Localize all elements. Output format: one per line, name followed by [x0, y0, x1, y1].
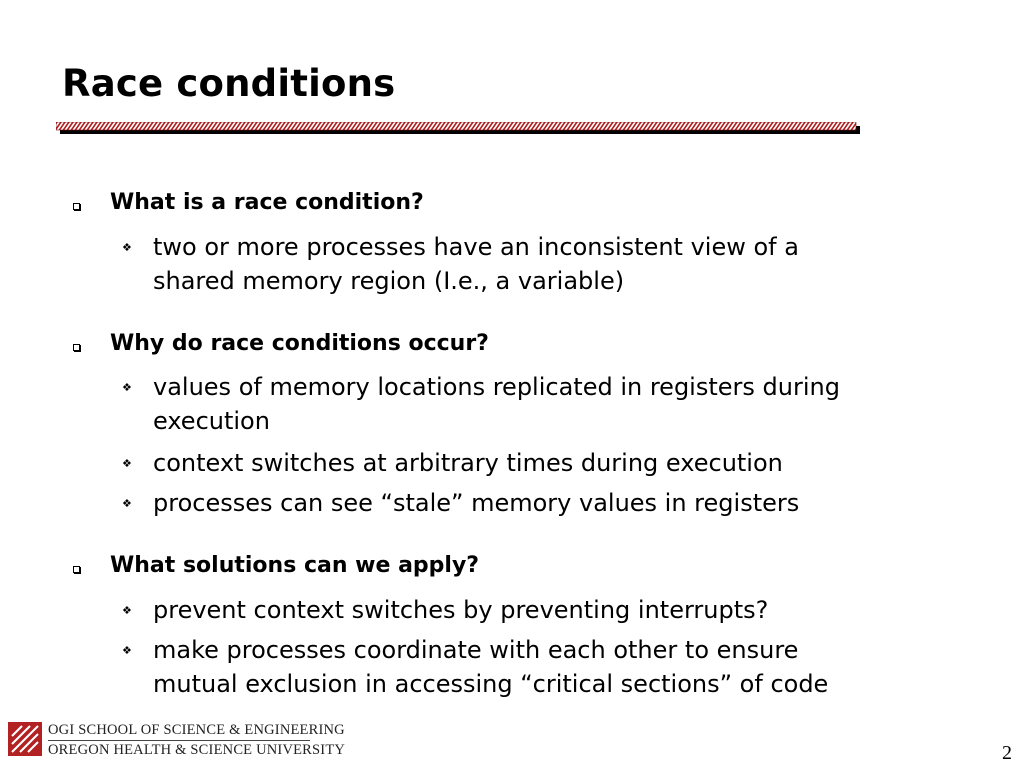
square-bullet-icon: [73, 566, 80, 573]
square-bullet-icon: [73, 203, 80, 210]
bullet-point-text: values of memory locations replicated in registers during: [153, 373, 840, 401]
section-heading: What is a race condition?: [110, 190, 424, 215]
footer-university-name: OREGON HEALTH & SCIENCE UNIVERSITY: [48, 742, 346, 758]
section-heading: Why do race conditions occur?: [110, 331, 489, 356]
square-bullet-icon: [73, 344, 80, 351]
diamond-bullet-icon: ❖: [122, 457, 132, 470]
diamond-bullet-icon: ❖: [122, 381, 132, 394]
diamond-bullet-icon: ❖: [122, 604, 132, 617]
diamond-bullet-icon: ❖: [122, 241, 132, 254]
bullet-point-text: execution: [153, 407, 270, 435]
page-number: 2: [1002, 742, 1012, 764]
diamond-bullet-icon: ❖: [122, 497, 132, 510]
bullet-point-text: processes can see “stale” memory values in registers: [153, 489, 800, 517]
ogi-logo-icon: [8, 722, 42, 756]
bullet-point-text: context switches at arbitrary times during execution: [153, 449, 783, 477]
diamond-bullet-icon: ❖: [122, 644, 132, 657]
bullet-point-text: make processes coordinate with each other to ensure: [153, 636, 799, 664]
section-heading: What solutions can we apply?: [110, 553, 480, 578]
slide-title: Race conditions: [62, 62, 396, 105]
bullet-point-text: mutual exclusion in accessing “critical sections” of code: [153, 670, 829, 698]
footer-divider: [48, 740, 310, 741]
bullet-point-text: prevent context switches by preventing interrupts?: [153, 596, 769, 624]
footer-school-name: OGI SCHOOL OF SCIENCE & ENGINEERING: [48, 722, 345, 738]
bullet-point-text: shared memory region (I.e., a variable): [153, 267, 625, 295]
bullet-point-text: two or more processes have an inconsistent view of a: [153, 233, 799, 261]
